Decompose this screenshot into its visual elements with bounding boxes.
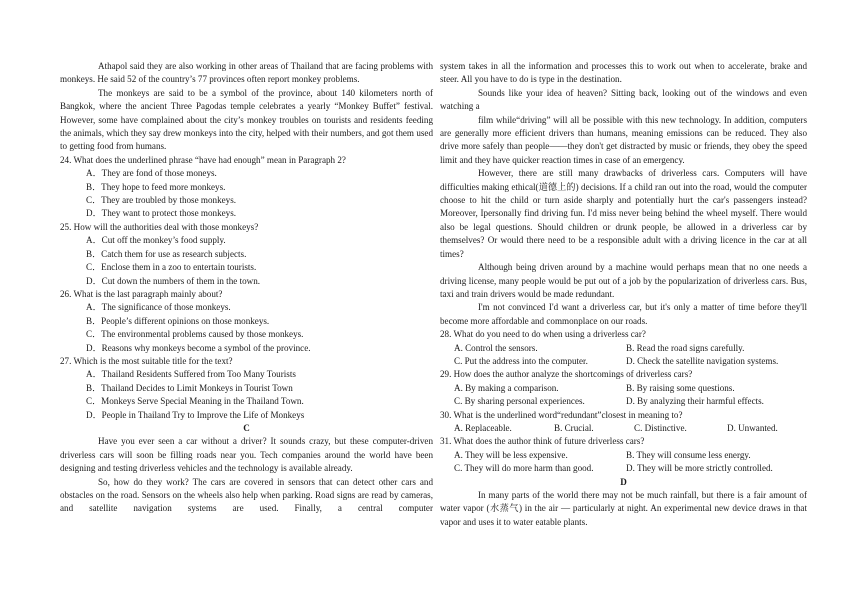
option-30-a: A. Replaceable. xyxy=(454,422,512,433)
question-24: 24. What does the underlined phrase “have had enough” mean in Paragraph 2? xyxy=(60,154,346,165)
option-25-b: B．Catch them for use as research subjects. xyxy=(86,248,247,259)
options-row xyxy=(440,462,807,475)
option-28-a: A. Control the sensors. xyxy=(454,342,538,353)
option-27-a: A．Thailand Residents Suffered from Too Many Tourists xyxy=(86,369,296,380)
option-29-c: C. By sharing personal experiences. xyxy=(454,396,585,407)
section-heading-c: C xyxy=(243,422,250,433)
question-30: 30. What is the underlined word“redundant”closest in meaning to? xyxy=(440,409,683,420)
paragraph: Athapol said they are also working in other areas of Thailand that are facing problems with monkeys. He said 52 of the country’s 77 provinces often report monkey problems. xyxy=(60,61,433,85)
options-row xyxy=(440,382,807,395)
paragraph: So, how do they work? The cars are covered in sensors that can detect other cars and obstacles on the road. Sensors on the wheels also help when parking. Road signs are read by cameras, and satellite navigation systems are used. Finally, a central computer xyxy=(60,476,433,514)
option-27-c: C．Monkeys Serve Special Meaning in the Thailand Town. xyxy=(86,396,304,407)
option-27-d: D．People in Thailand Try to Improve the Life of Monkeys xyxy=(86,409,305,420)
question-29: 29. How does the author analyze the shortcomings of driverless cars? xyxy=(440,369,693,380)
left-column xyxy=(60,60,433,516)
paragraph: system takes in all the information and processes this to work out when to accelerate, brake and steer. All you have to do is type in the destination. xyxy=(440,61,807,85)
option-28-b: B. Read the road signs carefully. xyxy=(626,342,745,353)
options-row xyxy=(440,355,807,368)
question-25: 25. How will the authorities deal with those monkeys? xyxy=(60,221,259,232)
paragraph: Have you ever seen a car without a driver? It sounds crazy, but these computer-driven driverless cars will soon be filling roads near you. Tech companies around the world have been designing and testing driverless vehicles and the technology is available already. xyxy=(60,436,433,474)
option-26-c: C．The environmental problems caused by those monkeys. xyxy=(86,329,304,340)
option-28-c: C. Put the address into the computer. xyxy=(454,355,588,366)
right-column xyxy=(440,60,807,529)
paragraph: Sounds like your idea of heaven? Sitting back, looking out of the windows and even watching a xyxy=(440,87,807,112)
option-30-b: B. Crucial. xyxy=(554,422,594,433)
option-30-c: C. Distinctive. xyxy=(634,422,687,433)
question-26: 26. What is the last paragraph mainly about? xyxy=(60,288,223,299)
option-27-b: B．Thailand Decides to Limit Monkeys in Tourist Town xyxy=(86,382,293,393)
option-31-c: C. They will do more harm than good. xyxy=(454,463,594,474)
option-31-b: B. They will consume less energy. xyxy=(626,449,751,460)
options-row xyxy=(440,449,807,462)
option-29-b: B. By raising some questions. xyxy=(626,382,735,393)
option-25-d: D．Cut down the numbers of them in the town. xyxy=(86,275,261,286)
option-24-c: C．They are troubled by those monkeys. xyxy=(86,195,237,206)
options-row xyxy=(440,342,807,355)
option-25-a: A．Cut off the monkey’s food supply. xyxy=(86,235,226,246)
option-24-b: B．They hope to feed more monkeys. xyxy=(86,181,226,192)
option-24-a: A．They are fond of those moneys. xyxy=(86,168,217,179)
paragraph: The monkeys are said to be a symbol of the province, about 140 kilometers north of Bangkok, where the ancient Three Pagodas temple celebrates a yearly “Monkey Buffet” festival. However, some have complained about the city’s monkey troubles on tourists and residents feeding the animals, which they say drew monkeys into the city, helped with their numbers, and got them used to getting food from humans. xyxy=(60,87,433,152)
paragraph: In many parts of the world there may not be much rainfall, but there is a fair amount of water vapor (水蒸气) in the air — particularly at night. An experimental new device draws in that vapor and uses it to water eatable plants. xyxy=(440,490,807,527)
option-26-d: D．Reasons why monkeys become a symbol of the province. xyxy=(86,342,311,353)
options-row xyxy=(440,422,807,435)
paragraph: Although being driven around by a machine would perhaps mean that no one needs a driving license, many people would be put out of a job by the popularization of driverless cars. Bus, taxi and train drivers would be made redundant. xyxy=(440,262,807,299)
option-24-d: D．They want to protect those monkeys. xyxy=(86,208,237,219)
option-25-c: C．Enclose them in a zoo to entertain tourists. xyxy=(86,262,257,273)
section-heading-d: D xyxy=(620,476,627,487)
question-27: 27. Which is the most suitable title for the text? xyxy=(60,355,233,366)
option-26-b: B．People’s different opinions on those monkeys. xyxy=(86,315,270,326)
paragraph: film while“driving” will all be possible with this new technology. In addition, computers are generally more efficient drivers than humans, meaning emissions can be reduced. They also drive more safely than people——they don't get distracted by music or friends, they obey the speed limit and they have quicker reaction times in case of an emergency. xyxy=(440,114,807,165)
option-26-a: A．The significance of those monkeys. xyxy=(86,302,231,313)
question-28: 28. What do you need to do when using a driverless car? xyxy=(440,329,646,340)
option-29-a: A. By making a comparison. xyxy=(454,382,559,393)
option-30-d: D. Unwanted. xyxy=(727,422,778,433)
options-row xyxy=(440,395,807,408)
option-28-d: D. Check the satellite navigation systems. xyxy=(626,355,779,366)
paragraph: However, there are still many drawbacks of driverless cars. Computers will have difficulties making ethical(道德上的) decisions. If a child ran out into the road, would the computer choose to hit the child or turn aside sharply and potentially hurt the car's passengers instead? Moreover, Ipersonally find driving fun. I'd miss never being behind the wheel myself. There would also be legal questions. Should children or drunk people, be allowed in a driverless car by themselves? Or would there need to be a responsible adult with a driving licence in the car at all times? xyxy=(440,168,807,259)
option-29-d: D. By analyzing their harmful effects. xyxy=(626,396,764,407)
paragraph: I'm not convinced I'd want a driverless car, but it's only a matter of time before they'll become more affordable and commonplace on our roads. xyxy=(440,302,807,326)
question-31: 31. What does the author think of future driverless cars? xyxy=(440,436,645,447)
option-31-d: D. They will be more strictly controlled. xyxy=(626,463,773,474)
option-31-a: A. They will be less expensive. xyxy=(454,449,568,460)
